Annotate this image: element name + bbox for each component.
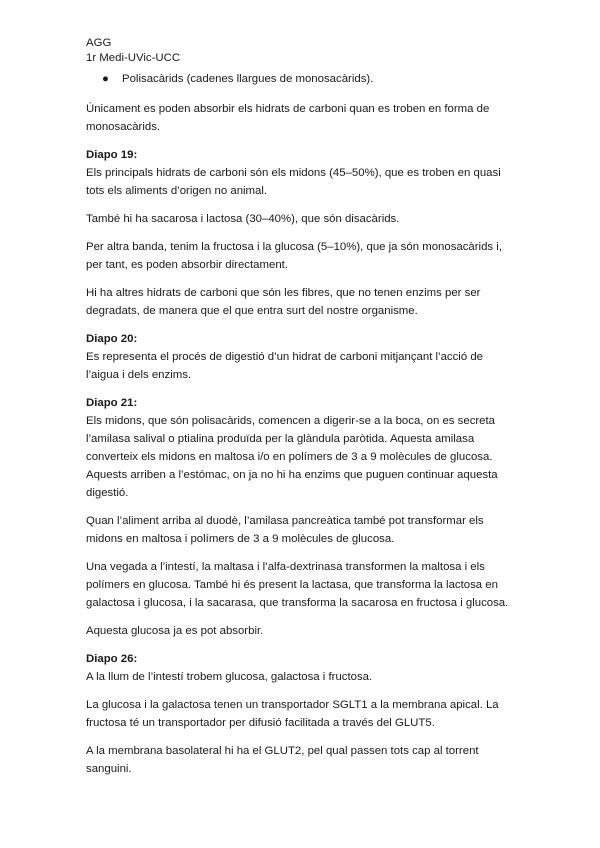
section-heading: Diapo 26: bbox=[86, 653, 138, 665]
paragraph: La glucosa i la galactosa tenen un transportador SGLT1 a la membrana apical. La fructosa té un transportador per difusió facilitada a través del GLUT5. bbox=[86, 699, 499, 729]
section-heading: Diapo 19: bbox=[86, 149, 138, 161]
section-diapo-26 bbox=[86, 650, 516, 778]
paragraph: Aquesta glucosa ja es pot absorbir. bbox=[86, 625, 264, 637]
paragraph: Es representa el procés de digestió d’un hidrat de carboni mitjançant l’acció de l’aigua i dels enzims. bbox=[86, 351, 484, 381]
bullet-icon: ● bbox=[102, 73, 109, 85]
header-course: 1r Medi-UVic-UCC bbox=[86, 52, 181, 64]
paragraph: També hi ha sacarosa i lactosa (30–40%), que són disacàrids. bbox=[86, 213, 400, 225]
section-diapo-19 bbox=[86, 146, 516, 320]
paragraph: A la llum de l’intestí trobem glucosa, galactosa i fructosa. bbox=[86, 671, 373, 683]
paragraph: Hi ha altres hidrats de carboni que són les fibres, que no tenen enzims per ser degradats, de manera que el que entra surt del nostre organisme. bbox=[86, 287, 481, 317]
paragraph: Una vegada a l’intestí, la maltasa i l’alfa-dextrinasa transformen la maltosa i els polímers en glucosa. També hi és present la lactasa, que transforma la lactosa en galactosa i glucosa, i la sacarasa, que transforma la sacarosa en fructosa i glucosa. bbox=[86, 561, 509, 609]
intro-paragraph: Únicament es poden absorbir els hidrats de carboni quan es troben en forma de monosacàrids. bbox=[86, 103, 490, 133]
document-body bbox=[86, 70, 516, 788]
header-author: AGG bbox=[86, 37, 112, 49]
bullet-item bbox=[86, 70, 516, 88]
paragraph: Per altra banda, tenim la fructosa i la glucosa (5–10%), que ja són monosacàrids i, per tant, es poden absorbir directament. bbox=[86, 241, 502, 271]
section-heading: Diapo 20: bbox=[86, 333, 138, 345]
paragraph: Els principals hidrats de carboni són els midons (45–50%), que es troben en quasi tots els aliments d’origen no animal. bbox=[86, 167, 501, 197]
section-diapo-20 bbox=[86, 330, 516, 384]
paragraph: Quan l’aliment arriba al duodè, l’amilasa pancreàtica també pot transformar els midons en maltosa i polímers de 3 a 9 molècules de glucosa. bbox=[86, 515, 484, 545]
section-heading: Diapo 21: bbox=[86, 397, 138, 409]
paragraph: Els midons, que són polisacàrids, comencen a digerir-se a la boca, on es secreta l’amilasa salival o ptialina produïda per la glàndula paròtida. Aquesta amilasa converteix els midons en maltosa i/o en polímers de 3 a 9 molècules de glucosa. Aquests arriben a l’estómac, on ja no hi ha enzims que puguen continuar aquesta digestió. bbox=[86, 415, 498, 499]
section-diapo-21 bbox=[86, 394, 516, 640]
paragraph: A la membrana basolateral hi ha el GLUT2, pel qual passen tots cap al torrent sanguini. bbox=[86, 745, 479, 775]
document-header bbox=[86, 36, 180, 66]
bullet-text: Polisacàrids (cadenes llargues de monosacàrids). bbox=[122, 73, 374, 85]
